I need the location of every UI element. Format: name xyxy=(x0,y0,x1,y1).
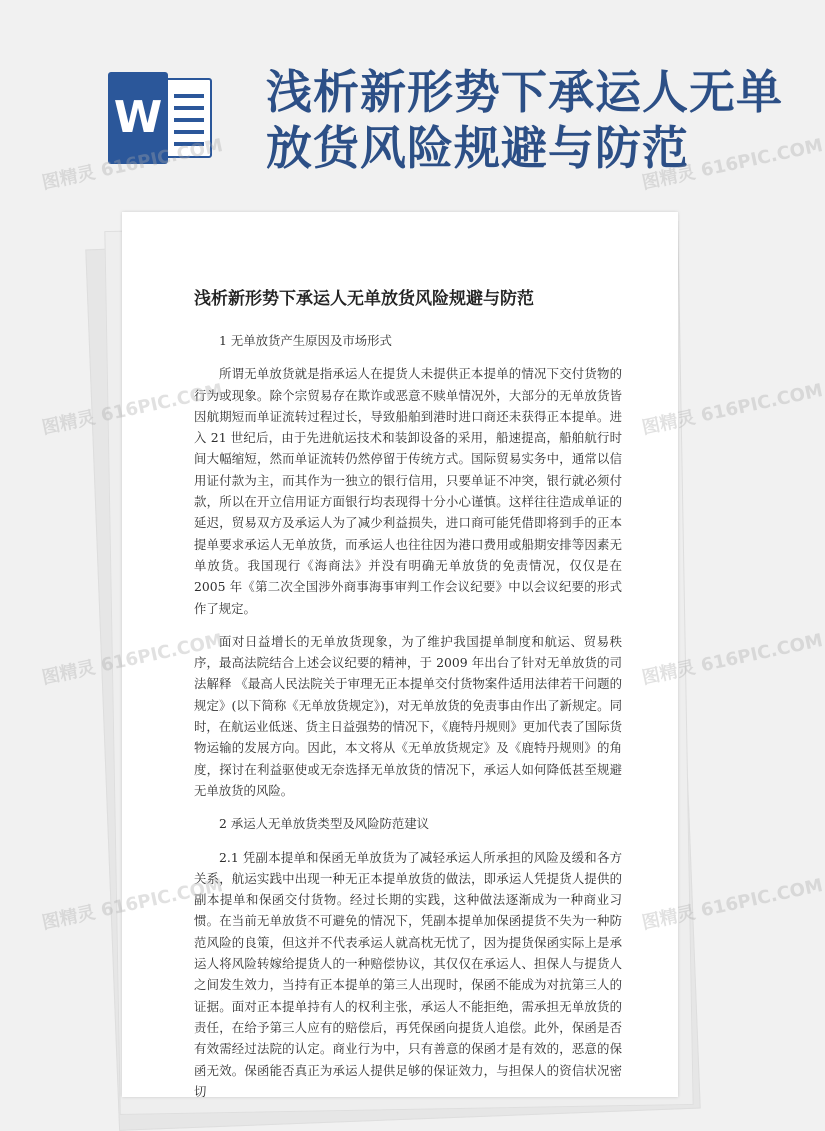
banner xyxy=(0,0,800,215)
paragraph-3: 2.1 凭副本提单和保函无单放货为了减轻承运人所承担的风险及缓和各方关系，航运实践中出现一种无正本提单放货的做法，即承运人凭提货人提供的副本提单和保函交付货物。经过长期的实践，这种做法逐渐成为一种商业习惯。在当前无单放货不可避免的情况下，凭副本提单加保函提货不失为一种防范风险的良策，但这并不代表承运人就高枕无忧了，因为提货保函实际上是承运人将风险转嫁给提货人的一种赔偿协议，其仅仅在承运人、担保人与提货人之间发生效力，当持有正本提单的第三人出现时，保函不能成为对抗第三人的证据。面对正本提单持有人的权利主张，承运人不能拒绝，需承担无单放货的责任，在给予第三人应有的赔偿后，再凭保函向提货人追偿。此外，保函是否有效需经过法院的认定。商业行为中，只有善意的保函才是有效的，恶意的保函无效。保函能否真正为承运人提供足够的保证效力，与担保人的资信状况密切 xyxy=(194,849,622,1099)
word-badge: W xyxy=(108,72,168,164)
word-document-icon xyxy=(108,72,212,164)
watermark: 图精灵 616PIC.COM xyxy=(640,380,825,439)
watermark: 图精灵 616PIC.COM xyxy=(640,875,825,934)
section-heading-2: 2 承运人无单放货类型及风险防范建议 xyxy=(219,816,430,832)
watermark: 图精灵 616PIC.COM xyxy=(40,135,225,194)
watermark: 图精灵 616PIC.COM xyxy=(40,630,225,689)
banner-title: 浅析新形势下承运人无单放货风险规避与防范 xyxy=(266,65,783,175)
watermark: 图精灵 616PIC.COM xyxy=(640,135,825,194)
watermark: 图精灵 616PIC.COM xyxy=(40,380,225,439)
document-page xyxy=(122,212,678,1097)
paragraph-2: 面对日益增长的无单放货现象，为了维护我国提单制度和航运、贸易秩序，最高法院结合上述会议纪要的精神，于 2009 年出台了针对无单放货的司法解释 《最高人民法院关于审理无正本提单交付货物案件适用法律若干问题的规定》(以下简称《无单放货规定》)，对无单放货的免责事由作出了新规定。同时，在航运业低迷、货主日益强势的情况下，《鹿特丹规则》更加代表了国际货物运输的发展方向。因此，本文将从《无单放货规定》及《鹿特丹规则》的角度，探讨在利益驱使或无奈选择无单放货的情况下，承运人如何降低甚至规避无单放货的风险。 xyxy=(194,633,622,798)
section-heading-1: 1 无单放货产生原因及市场形式 xyxy=(219,333,392,348)
document-body xyxy=(194,330,622,1114)
paragraph-1: 所谓无单放货就是指承运人在提货人未提供正本提单的情况下交付货物的行为或现象。除个宗贸易存在欺诈或恶意不赎单情况外，大部分的无单放货皆因航期短而单证流转过程过长，导致船舶到港时进口商还未获得正本提单。进入 21 世纪后，由于先进航运技术和装卸设备的采用，船速提高，船舶航行时间大幅缩短，然而单证流转仍然停留于传统方式。国际贸易实务中，通常以信用证付款为主，而其作为一独立的银行信用，只要单证不冲突，银行就必须付款，所以在开立信用证方面银行均表现得十分小心谨慎。这样往往造成单证的延迟，贸易双方及承运人为了减少利益损失，进口商可能凭借即将到手的正本提单要求承运人无单放货，而承运人也往往因为港口费用或船期安排等因素无单放货。我国现行《海商法》并没有明确无单放货的免责情况，仅仅是在 2005 年《第二次全国涉外商事海事审判工作会议纪要》中以会议纪要的形式作了规定。 xyxy=(194,366,622,616)
watermark: 图精灵 616PIC.COM xyxy=(40,875,225,934)
watermark: 图精灵 616PIC.COM xyxy=(640,630,825,689)
document-title: 浅析新形势下承运人无单放货风险规避与防范 xyxy=(194,289,534,309)
